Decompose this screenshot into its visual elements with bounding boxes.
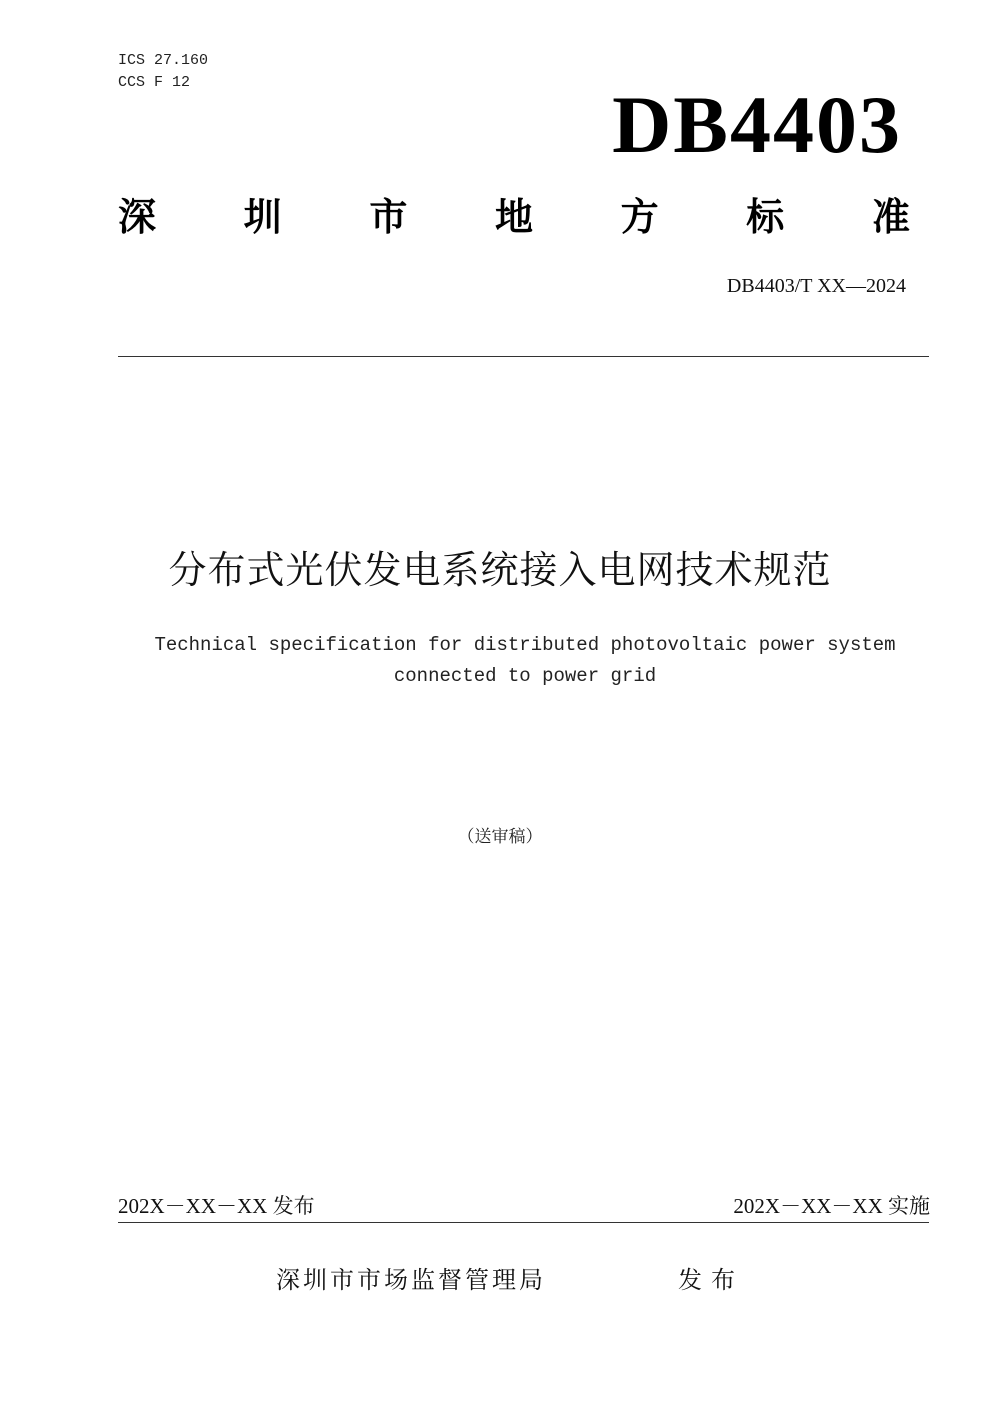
standard-type-char: 方 <box>620 195 659 239</box>
implementation-date: 202X－XX－XX 实施 <box>733 1194 930 1218</box>
title-english-line: connected to power grid <box>393 665 657 687</box>
ccs-code: CCS F 12 <box>118 74 191 91</box>
bottom-divider <box>118 1222 929 1223</box>
title-english-line: Technical specification for distributed photovoltaic power system <box>154 634 896 656</box>
standard-type-char: 地 <box>494 195 533 239</box>
standard-number: DB4403/T XX—2024 <box>726 275 906 297</box>
standard-type-char: 圳 <box>243 195 282 239</box>
title-english <box>110 630 940 692</box>
standard-type-char: 市 <box>369 195 408 239</box>
standard-type-char: 标 <box>746 195 785 239</box>
standard-type-char: 深 <box>118 195 157 239</box>
standard-type <box>118 192 910 242</box>
draft-status: （送审稿） <box>457 827 543 847</box>
top-divider <box>118 356 929 357</box>
issue-date: 202X－XX－XX 发布 <box>118 1194 315 1218</box>
classification-codes <box>118 50 208 94</box>
standard-type-char: 准 <box>871 195 910 239</box>
issue-label: 发布 <box>678 1266 744 1294</box>
issuing-authority: 深圳市市场监督管理局 <box>276 1266 546 1294</box>
ics-code: ICS 27.160 <box>118 52 209 69</box>
title-chinese: 分布式光伏发电系统接入电网技术规范 <box>168 548 832 592</box>
db-code: DB4403 <box>612 79 902 170</box>
